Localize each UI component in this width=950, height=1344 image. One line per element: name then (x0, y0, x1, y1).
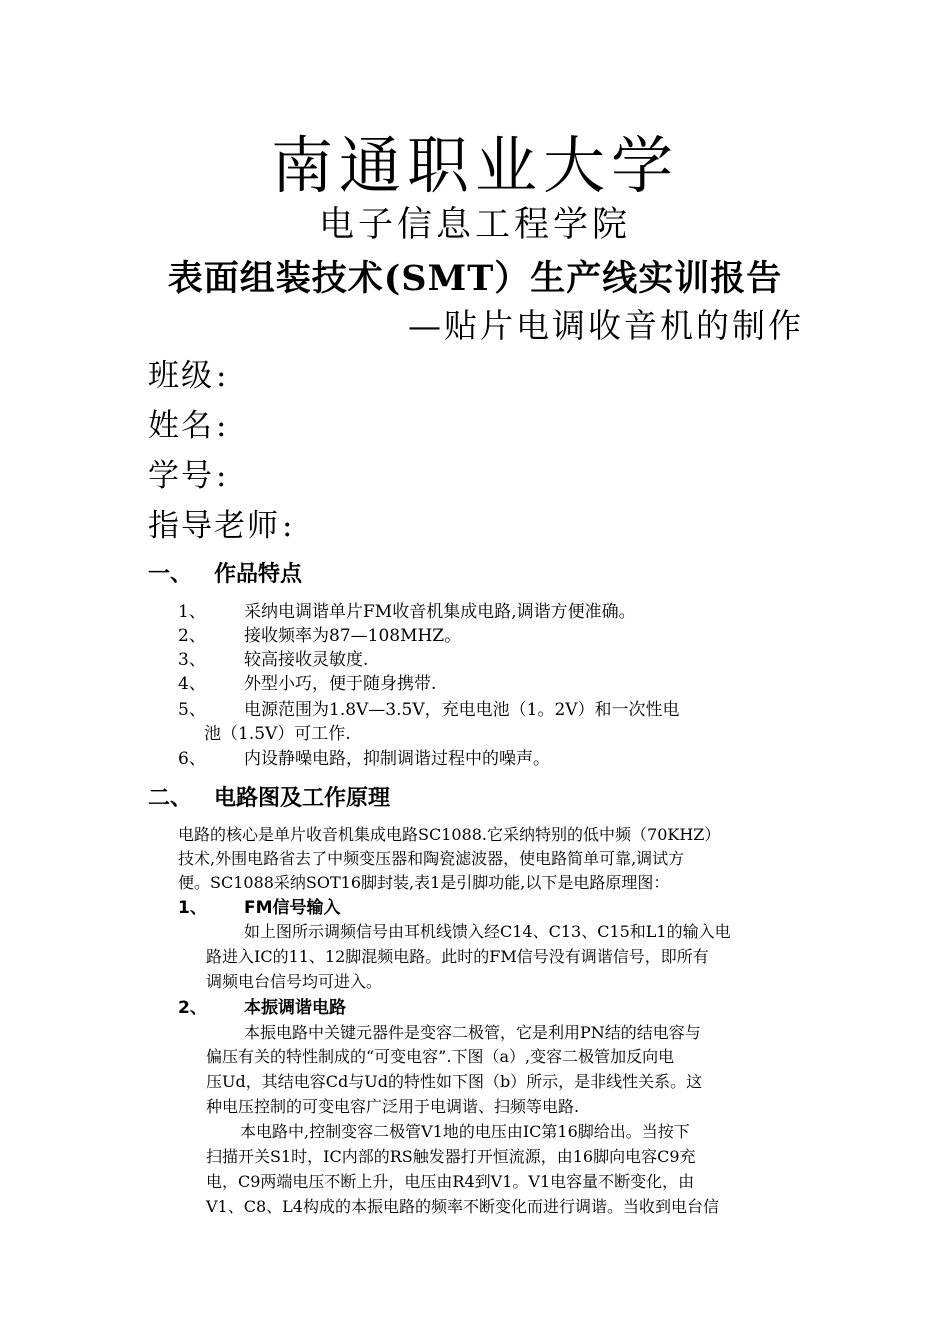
field-class-colon: : (216, 358, 229, 394)
list-item-number: 3、 (178, 650, 206, 670)
section2-number: 二、 (148, 786, 193, 811)
intro-line: 便。SC1088采纳SOT16脚封装,表1是引脚功能,以下是电路原理图： (178, 873, 670, 892)
field-advisor-label: 指导老师 (148, 508, 280, 544)
field-advisor-colon: : (282, 508, 295, 544)
paragraph-line: 电，C9两端电压不断上升，电压由R4到V1。V1电容量不断变化，由 (206, 1172, 695, 1191)
list-item (178, 698, 680, 722)
field-advisor (148, 506, 294, 546)
list-item-text: 较高接收灵敏度. (244, 650, 369, 670)
field-name-colon: : (216, 408, 229, 444)
paragraph-line: 种电压控制的可变电容广泛用于电调谐、扫频等电路. (206, 1097, 580, 1116)
list-item-text: 电源范围为1.8V—3.5V，充电电池（1。2V）和一次性电 (244, 700, 680, 720)
field-student-id (148, 456, 228, 496)
section2-heading (148, 784, 390, 814)
report-subtitle: —贴片电调收音机的制作 (408, 306, 804, 345)
subsection1-title: FM信号输入 (244, 898, 341, 918)
subsection1-heading (178, 896, 341, 920)
field-class-label: 班级 (148, 358, 214, 394)
paragraph-line: 偏压有关的特性制成的“可变电容”.下图（a）,变容二极管加反向电 (206, 1047, 675, 1066)
list-item-text: 接收频率为87—108MHZ。 (244, 626, 462, 646)
intro-line: 电路的核心是单片收音机集成电路SC1088.它采纳特别的低中频（70KHZ） (178, 825, 721, 844)
list-item (178, 747, 550, 771)
report-title: 表面组装技术(SMT）生产线实训报告 (167, 258, 783, 299)
field-name-label: 姓名 (148, 408, 214, 444)
list-item-number: 2、 (178, 626, 206, 646)
subsection1-number: 1、 (178, 898, 207, 918)
list-item-number: 5、 (178, 700, 206, 720)
list-item-number: 1、 (178, 602, 206, 622)
section1-number: 一、 (148, 562, 193, 587)
intro-line: 技术,外围电路省去了中频变压器和陶瓷滤波器，使电路简单可靠,调试方 (178, 849, 685, 868)
paragraph-line: 本电路中,控制变容二极管V1地的电压由IC第16脚给出。当按下 (240, 1122, 690, 1141)
subsection2-heading (178, 996, 346, 1020)
list-item (178, 672, 436, 696)
list-item-text: 采纳电调谐单片FM收音机集成电路,调谐方便准确。 (244, 602, 636, 622)
paragraph-line: 路进入IC的11、12脚混频电路。此时的FM信号没有调谐信号，即所有 (206, 947, 709, 966)
list-item-continuation: 池（1.5V）可工作. (204, 724, 351, 744)
paragraph-line: 扫描开关S1时，IC内部的RS触发器打开恒流源，由16脚向电容C9充 (206, 1147, 696, 1166)
list-item (178, 624, 461, 648)
list-item-text: 内设静噪电路，抑制调谐过程中的噪声。 (244, 749, 550, 769)
list-item (178, 648, 368, 672)
list-item (178, 600, 636, 624)
field-class (148, 356, 228, 396)
paragraph-line: 本振电路中关键元器件是变容二极管，它是利用PN结的结电容与 (244, 1023, 701, 1042)
university-title: 南通职业大学 (270, 129, 679, 202)
section1-heading (148, 560, 302, 590)
college-title: 电子信息工程学院 (318, 205, 631, 245)
list-item-number: 6、 (178, 749, 206, 769)
paragraph-line: V1、C8、L4构成的本振电路的频率不断变化而进行调谐。当收到电台信 (206, 1197, 719, 1216)
section1-title: 作品特点 (214, 562, 303, 587)
subsection2-title: 本振调谐电路 (244, 998, 346, 1018)
field-student-id-colon: : (216, 458, 229, 494)
field-name (148, 406, 228, 446)
list-item-text: 外型小巧，便于随身携带. (244, 674, 437, 694)
paragraph-line: 调频电台信号均可进入。 (206, 972, 383, 991)
list-item-number: 4、 (178, 674, 206, 694)
section2-title: 电路图及工作原理 (214, 786, 391, 811)
subsection2-number: 2、 (178, 998, 207, 1018)
paragraph-line: 压Ud，其结电容Cd与Ud的特性如下图（b）所示，是非线性关系。这 (206, 1072, 703, 1091)
paragraph-line: 如上图所示调频信号由耳机线馈入经C14、C13、C15和L1的输入电 (244, 922, 731, 941)
field-student-id-label: 学号 (148, 458, 214, 494)
